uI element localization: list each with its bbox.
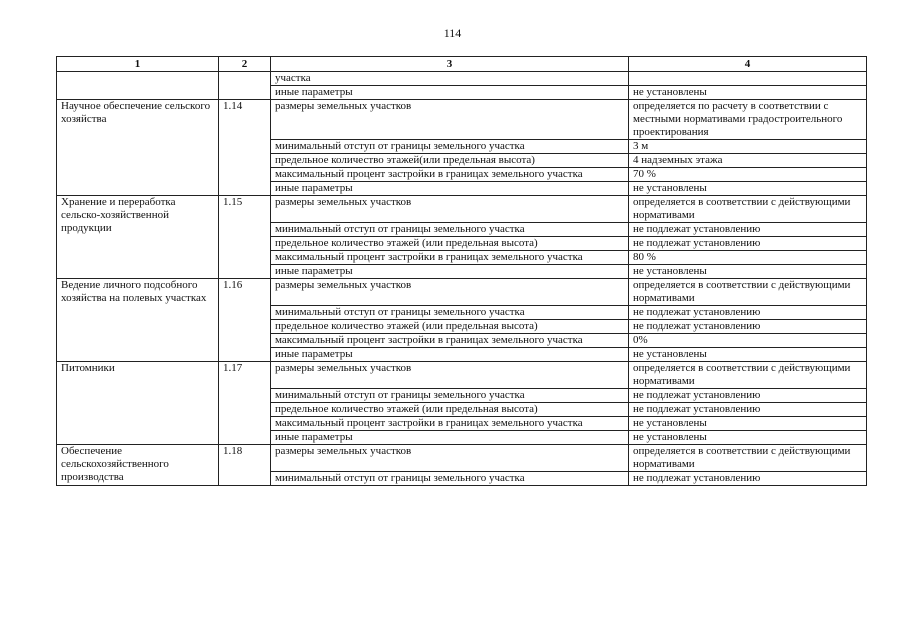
param-cell: участка (271, 72, 629, 86)
param-cell: предельное количество этажей (или предельная высота) (271, 320, 629, 334)
param-cell: размеры земельных участков (271, 100, 629, 140)
param-cell: максимальный процент застройки в границах земельного участка (271, 168, 629, 182)
param-cell: предельное количество этажей(или предельная высота) (271, 154, 629, 168)
param-cell: максимальный процент застройки в границах земельного участка (271, 251, 629, 265)
use-name-cell: Обеспечение сельскохозяйственного производства (57, 445, 219, 486)
value-cell: 80 % (629, 251, 867, 265)
use-code-cell: 1.15 (219, 196, 271, 279)
value-cell: не установлены (629, 182, 867, 196)
value-cell: 70 % (629, 168, 867, 182)
param-cell: размеры земельных участков (271, 362, 629, 389)
value-cell: определяется в соответствии с действующими нормативами (629, 445, 867, 472)
header-col-1: 1 (57, 57, 219, 72)
value-cell: не установлены (629, 265, 867, 279)
param-cell: иные параметры (271, 86, 629, 100)
value-cell: определяется по расчету в соответствии с местными нормативами градостроительного проектирования (629, 100, 867, 140)
value-cell: определяется в соответствии с действующими нормативами (629, 279, 867, 306)
param-cell: минимальный отступ от границы земельного участка (271, 223, 629, 237)
use-code-cell: 1.14 (219, 100, 271, 196)
param-cell: размеры земельных участков (271, 445, 629, 472)
use-name-cell: Научное обеспечение сельского хозяйства (57, 100, 219, 196)
value-cell (629, 72, 867, 86)
param-cell: максимальный процент застройки в границах земельного участка (271, 334, 629, 348)
param-cell: предельное количество этажей (или предельная высота) (271, 403, 629, 417)
param-cell: иные параметры (271, 265, 629, 279)
param-cell: размеры земельных участков (271, 279, 629, 306)
value-cell: 0% (629, 334, 867, 348)
value-cell: не установлены (629, 431, 867, 445)
value-cell: не подлежат установлению (629, 403, 867, 417)
param-cell: минимальный отступ от границы земельного участка (271, 140, 629, 154)
value-cell: не подлежат установлению (629, 320, 867, 334)
empty-cell (219, 72, 271, 100)
value-cell: не подлежат установлению (629, 472, 867, 486)
value-cell: не подлежат установлению (629, 237, 867, 251)
param-cell: иные параметры (271, 431, 629, 445)
param-cell: максимальный процент застройки в границах земельного участка (271, 417, 629, 431)
use-code-cell: 1.18 (219, 445, 271, 486)
value-cell: не подлежат установлению (629, 223, 867, 237)
value-cell: 3 м (629, 140, 867, 154)
page-number: 114 (443, 26, 462, 40)
param-cell: минимальный отступ от границы земельного участка (271, 306, 629, 320)
param-cell: минимальный отступ от границы земельного участка (271, 472, 629, 486)
param-cell: размеры земельных участков (271, 196, 629, 223)
param-cell: иные параметры (271, 348, 629, 362)
value-cell: не установлены (629, 417, 867, 431)
param-cell: предельное количество этажей (или предельная высота) (271, 237, 629, 251)
use-code-cell: 1.16 (219, 279, 271, 362)
param-cell: минимальный отступ от границы земельного участка (271, 389, 629, 403)
table-row (57, 72, 867, 86)
zoning-parameters-table (56, 56, 867, 486)
empty-cell (57, 72, 219, 100)
value-cell: не подлежат установлению (629, 306, 867, 320)
header-col-2: 2 (219, 57, 271, 72)
table-row (57, 445, 867, 472)
table-row (57, 279, 867, 306)
use-code-cell: 1.17 (219, 362, 271, 445)
table-row (57, 362, 867, 389)
use-name-cell: Хранение и переработка сельско-хозяйственной продукции (57, 196, 219, 279)
use-name-cell: Питомники (57, 362, 219, 445)
header-row (57, 57, 867, 72)
param-cell: иные параметры (271, 182, 629, 196)
header-col-3: 3 (271, 57, 629, 72)
value-cell: определяется в соответствии с действующими нормативами (629, 196, 867, 223)
value-cell: не установлены (629, 348, 867, 362)
table-row (57, 100, 867, 140)
table-row (57, 196, 867, 223)
value-cell: определяется в соответствии с действующими нормативами (629, 362, 867, 389)
use-name-cell: Ведение личного подсобного хозяйства на полевых участках (57, 279, 219, 362)
value-cell: не установлены (629, 86, 867, 100)
header-col-4: 4 (629, 57, 867, 72)
value-cell: не подлежат установлению (629, 389, 867, 403)
value-cell: 4 надземных этажа (629, 154, 867, 168)
